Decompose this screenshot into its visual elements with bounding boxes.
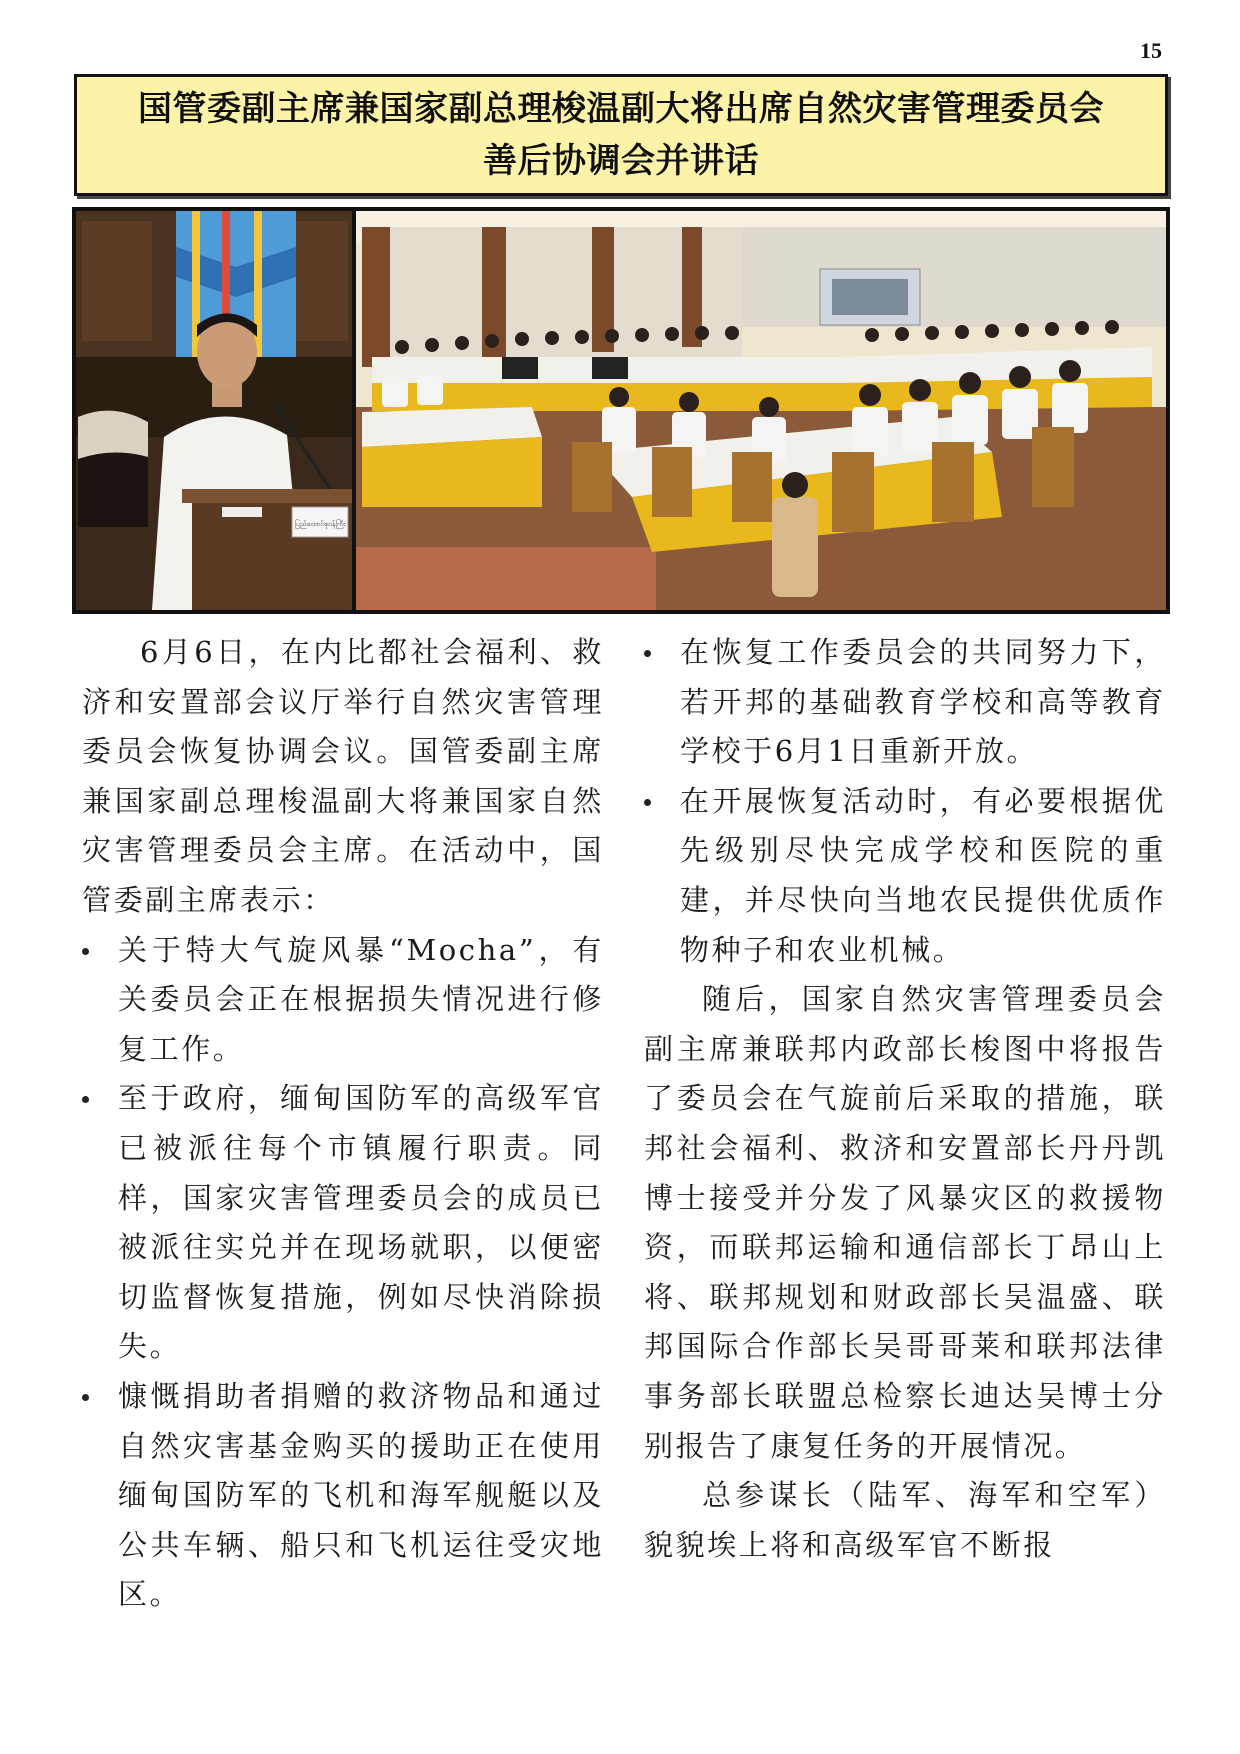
bullet-item-4: 在恢复工作委员会的共同努力下，若开邦的基础教育学校和高等教育学校于6月1日重新开放。 (644, 628, 1166, 777)
bullet-item-1: 关于特大气旋风暴“Mocha”，有关委员会正在根据损失情况进行修复工作。 (82, 926, 604, 1075)
right-column (644, 628, 1166, 1570)
photo-strip (72, 207, 1170, 614)
closing-paragraph: 总参谋长（陆军、海军和空军）貌貌埃上将和高级军官不断报 (644, 1478, 1166, 1562)
left-bullet-list (82, 926, 604, 1620)
report-paragraph: 随后，国家自然灾害管理委员会副主席兼联邦内政部长梭图中将报告了委员会在气旋前后采取的措施，联邦社会福利、救济和安置部长丹丹凯博士接受并分发了风暴灾区的救援物资，而联邦运输和通信部长丁昂山上将、联邦规划和财政部长吴温盛、联邦国际合作部长吴哥哥莱和联邦法律事务部长联盟总检察长迪达吴博士分别报告了康复任务的开展情况。 (644, 982, 1166, 1463)
article-title-box (74, 74, 1168, 196)
podium-placard: ပြည်ထောင်စုဝန်ကြီး (294, 520, 346, 528)
bullet-item-5: 在开展恢复活动时，有必要根据优先级别尽快完成学校和医院的重建，并尽快向当地农民提供优质作物种子和农业机械。 (644, 777, 1166, 975)
title-line-1: 国管委副主席兼国家副总理梭温副大将出席自然灾害管理委员会 (138, 89, 1104, 129)
photo-meeting-hall (356, 211, 1166, 610)
left-column (82, 628, 604, 1620)
bullet-item-2: 至于政府，缅甸国防军的高级军官已被派往每个市镇履行职责。同样，国家灾害管理委员会的成员已被派往实兑并在现场就职，以便密切监督恢复措施，例如尽快消除损失。 (82, 1074, 604, 1372)
page-number: 15 (1140, 38, 1162, 63)
bullet-item-3: 慷慨捐助者捐赠的救济物品和通过自然灾害基金购买的援助正在使用缅甸国防军的飞机和海军舰艇以及公共车辆、船只和飞机运往受灾地区。 (82, 1372, 604, 1620)
intro-paragraph: 6月6日，在内比都社会福利、救济和安置部会议厅举行自然灾害管理委员会恢复协调会议。国管委副主席兼国家副总理梭温副大将兼国家自然灾害管理委员会主席。在活动中，国管委副主席表示： (82, 635, 604, 917)
right-bullet-list (644, 628, 1166, 975)
title-line-2: 善后协调会并讲话 (483, 141, 759, 181)
photo-speaker (76, 211, 352, 610)
